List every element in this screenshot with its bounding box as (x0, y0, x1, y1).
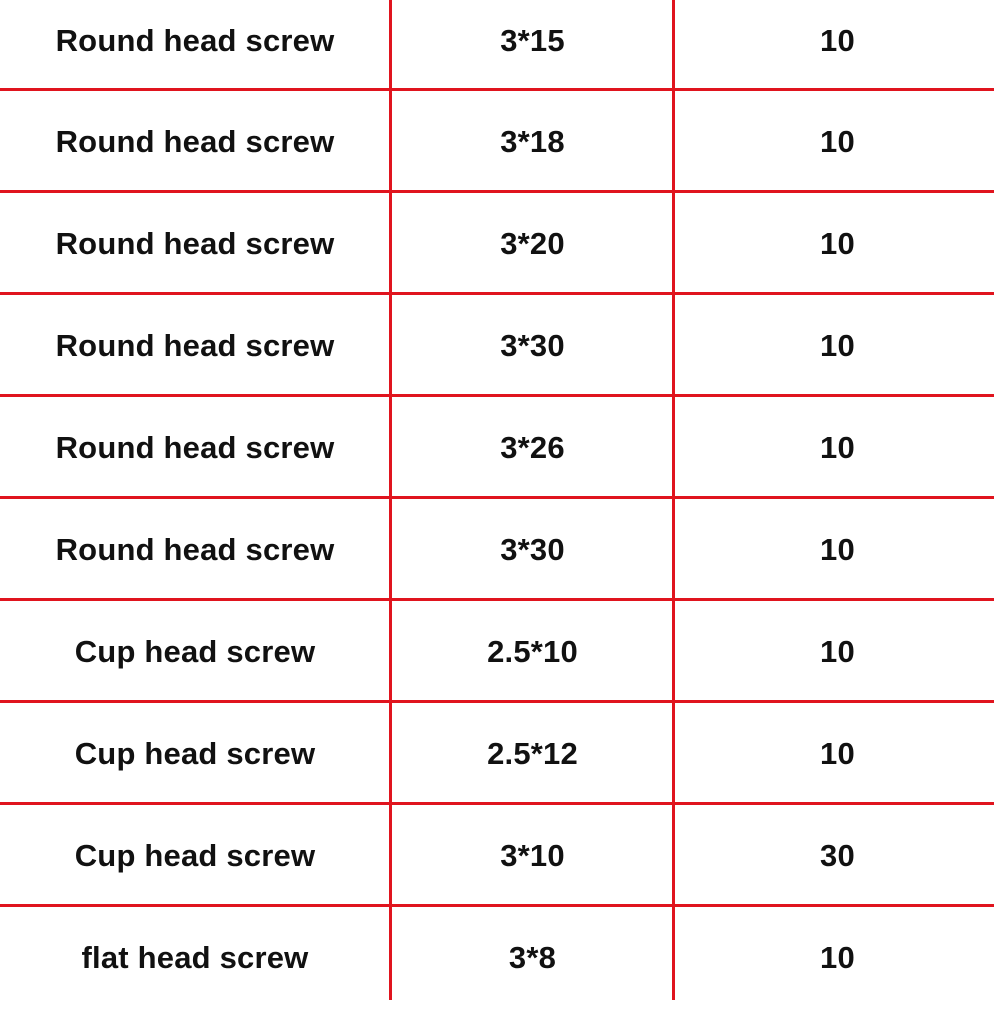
screw-type-cell: Round head screw (55, 124, 335, 159)
quantity-cell: 10 (820, 940, 855, 975)
screw-size-cell: 3*8 (508, 940, 557, 975)
screw-type-cell: Cup head screw (74, 634, 316, 669)
table-row (0, 601, 1000, 703)
screw-size-cell: 2.5*12 (487, 736, 578, 771)
table-row (0, 907, 1000, 1009)
quantity-cell: 10 (820, 532, 855, 567)
table-row (0, 91, 1000, 193)
table-row (0, 0, 1000, 92)
table-row (0, 805, 1000, 907)
screw-type-cell: flat head screw (81, 940, 309, 975)
quantity-cell: 10 (820, 430, 855, 465)
screw-type-cell: Cup head screw (74, 838, 316, 873)
screw-size-cell: 3*26 (500, 430, 565, 465)
quantity-cell: 10 (820, 328, 855, 363)
table-row (0, 295, 1000, 397)
screw-size-cell: 3*18 (500, 124, 565, 159)
screw-type-cell: Round head screw (55, 23, 335, 58)
quantity-cell: 30 (820, 838, 855, 873)
screw-type-cell: Cup head screw (74, 736, 316, 771)
screw-size-cell: 3*30 (500, 532, 565, 567)
table-row (0, 397, 1000, 499)
quantity-cell: 10 (820, 634, 855, 669)
screw-type-cell: Round head screw (55, 430, 335, 465)
table-row (0, 703, 1000, 805)
screw-size-cell: 3*30 (500, 328, 565, 363)
screw-type-cell: Round head screw (55, 532, 335, 567)
screw-type-cell: Round head screw (55, 226, 335, 261)
table-row (0, 499, 1000, 601)
table-row (0, 193, 1000, 295)
screw-size-cell: 3*20 (500, 226, 565, 261)
screw-type-cell: Round head screw (55, 328, 335, 363)
quantity-cell: 10 (820, 23, 855, 58)
screw-size-cell: 3*15 (500, 23, 565, 58)
quantity-cell: 10 (820, 736, 855, 771)
screw-size-cell: 3*10 (500, 838, 565, 873)
screw-size-cell: 2.5*10 (487, 634, 578, 669)
quantity-cell: 10 (820, 226, 855, 261)
quantity-cell: 10 (820, 124, 855, 159)
